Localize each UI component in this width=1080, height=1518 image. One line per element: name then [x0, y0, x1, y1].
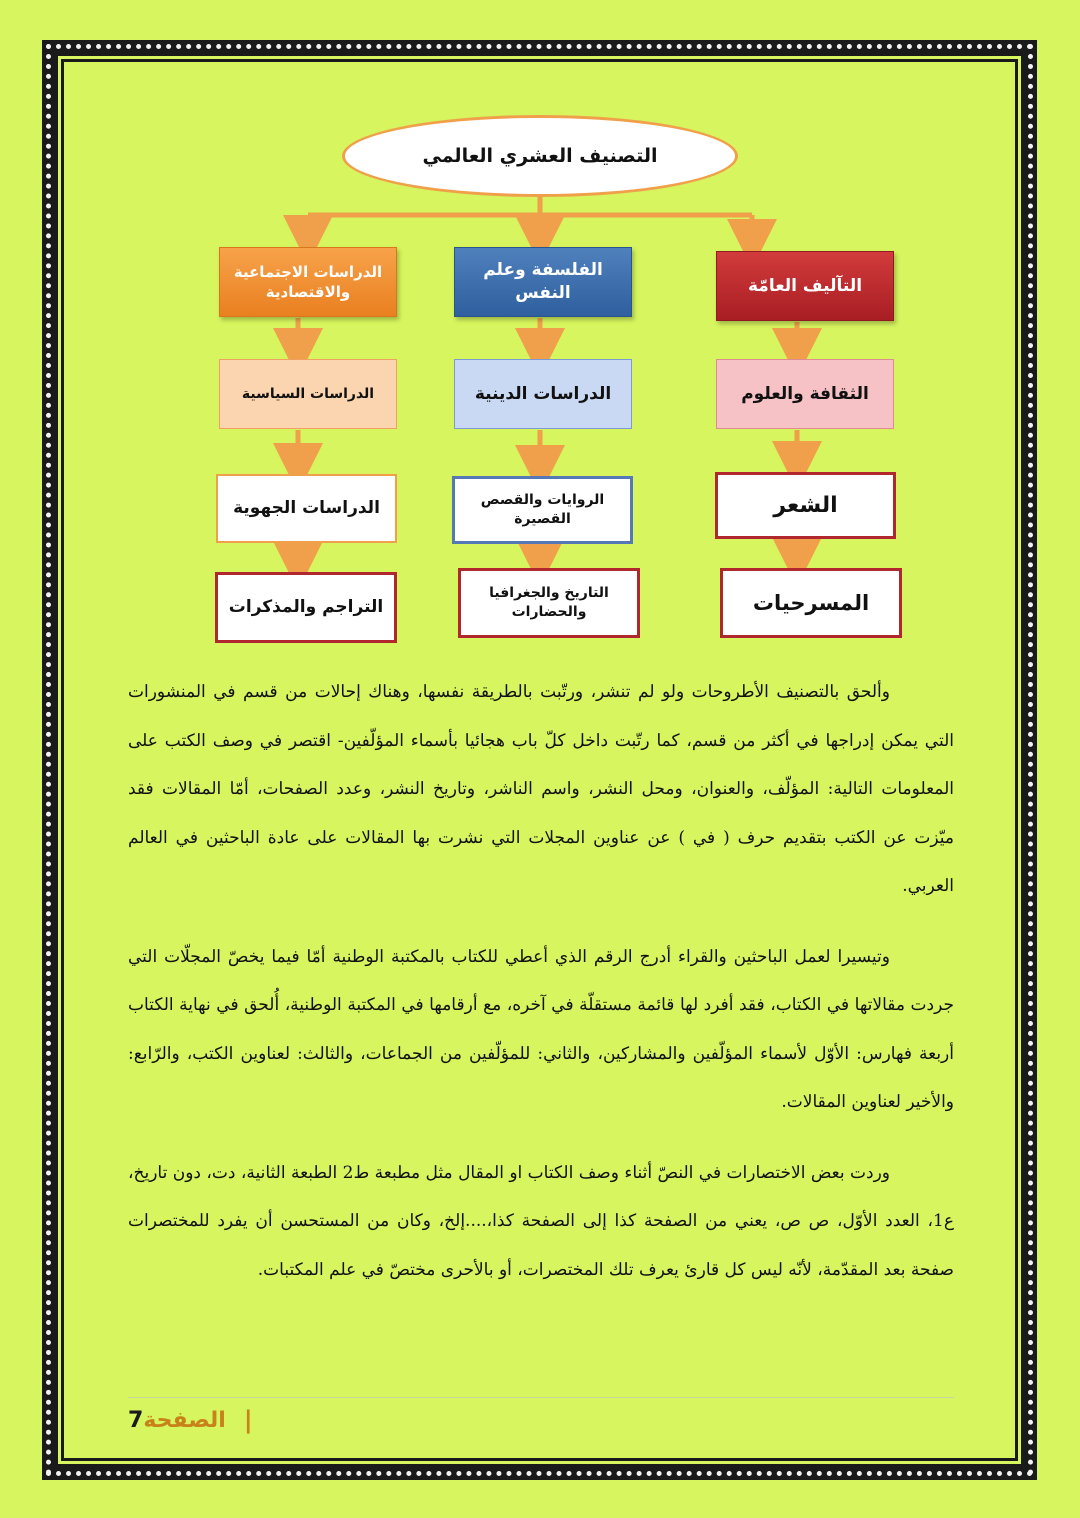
page-footer	[128, 1400, 253, 1440]
node-philosophy: الفلسفة وعلم النفس	[454, 247, 632, 317]
paragraph-3: وردت بعض الاختصارات في النصّ أثناء وصف الكتاب او المقال مثل مطبعة ط2 الطبعة الثانية، دت، دون تاريخ، ع1، العدد الأوّل، ص ص، يعني من الصفحة كذا إلى الصفحة كذا،....إلخ، وكان من المستحسن أن يفرد للمختصرات صفحة بعد المقدّمة، لأنّه ليس كل قارئ يعرف تلك المختصرات، أو بالأحرى مختصّ في علم المكتبات.	[128, 1162, 954, 1280]
body-text	[128, 668, 954, 1316]
node-novels-stories: الروايات والقصص القصيرة	[452, 476, 633, 544]
page-number: 7	[128, 1407, 144, 1433]
connector-lines	[0, 0, 1080, 660]
page-label: الصفحة	[143, 1407, 226, 1433]
node-general-works: التآليف العامّة	[716, 251, 894, 321]
paragraph-2: وتيسيرا لعمل الباحثين والقراء أدرج الرقم الذي أعطي للكتاب بالمكتبة الوطنية أمّا فيما يخصّ المجلّات التي جردت مقالاتها في الكتاب، فقد أفرد لها قائمة مستقلّة في آخره، مع أرقامها في المكتبة الوطنية، أُلحق في نهاية الكتاب أربعة فهارس: الأوّل لأسماء المؤلّفين والمشاركين، والثاني: للمؤلّفين من الجماعات، والثالث: لعناوين الكتب، والرّابع: والأخير لعناوين المقالات.	[128, 946, 954, 1112]
node-political-studies: الدراسات السياسية	[219, 359, 397, 429]
node-plays: المسرحيات	[720, 568, 902, 638]
node-social-studies: الدراسات الاجتماعية والاقتصادية	[219, 247, 397, 317]
footer-divider	[128, 1397, 954, 1398]
node-history-geography: التاريخ والجغرافيا والحضارات	[458, 568, 640, 638]
root-node: التصنيف العشري العالمي	[342, 115, 738, 197]
paragraph-1: وألحق بالتصنيف الأطروحات ولو لم تنشر، ورتّبت بالطريقة نفسها، وهناك إحالات من قسم في المنشورات التي يمكن إدراجها في أكثر من قسم، كما رتّبت داخل كلّ باب هجائيا بأسماء المؤلّفين- اقتصر في وصف الكتب على المعلومات التالية: المؤلّف، والعنوان، ومحل النشر، واسم الناشر، وتاريخ النشر، وعدد الصفحات، أمّا المقالات فقد ميّزت عن الكتب بتقديم حرف ( في ) عن عناوين المجلات التي نشرت بها المقالات على عادة الباحثين في العالم العربي.	[128, 682, 954, 896]
classification-diagram	[0, 0, 1080, 660]
node-biographies: التراجم والمذكرات	[215, 572, 397, 643]
node-religious-studies: الدراسات الدينية	[454, 359, 632, 429]
node-culture-sciences: الثقافة والعلوم	[716, 359, 894, 429]
footer-separator: |	[243, 1406, 253, 1434]
node-regional-studies: الدراسات الجهوية	[216, 474, 397, 543]
node-poetry: الشعر	[715, 472, 896, 539]
